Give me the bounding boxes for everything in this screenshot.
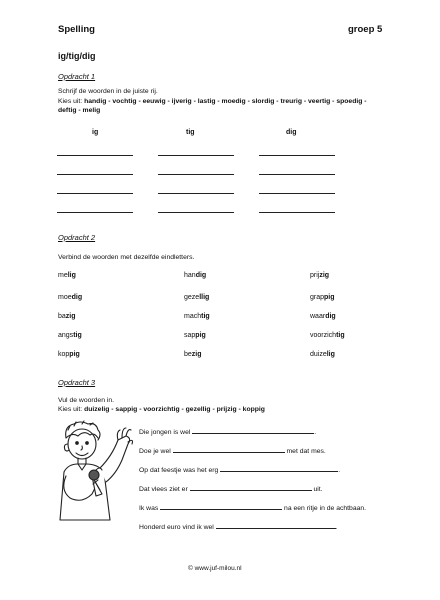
answer-line[interactable] xyxy=(158,193,234,194)
sentence-end: . xyxy=(335,524,338,531)
word-stem: kop xyxy=(58,351,70,358)
opdracht-3-label: Opdracht 3 xyxy=(58,378,96,387)
word-item[interactable] xyxy=(184,351,202,358)
word-item[interactable] xyxy=(184,294,209,301)
word-ending: lig xyxy=(326,351,335,358)
opdracht-1-wordlist xyxy=(58,97,367,106)
answer-blank[interactable] xyxy=(160,502,282,510)
word-stem: grap xyxy=(310,294,325,301)
word-ending: dig xyxy=(325,313,336,320)
word-item[interactable] xyxy=(58,351,80,358)
sentence-start: Die jongen is wel xyxy=(139,429,191,436)
word-stem: geze xyxy=(184,294,200,301)
sentence-end: . xyxy=(338,467,341,474)
sentence-start: Op dat feestje was het erg xyxy=(139,467,219,474)
word-ending: zig xyxy=(191,351,202,358)
grade-label: groep 5 xyxy=(348,24,383,35)
word-item[interactable] xyxy=(58,313,76,320)
word-ending: pig xyxy=(195,332,206,339)
word-ending: tig xyxy=(336,332,345,339)
word-ending: zig xyxy=(319,272,330,279)
fill-in-sentence xyxy=(139,445,326,455)
kies-uit-label: Kies uit: xyxy=(58,98,85,105)
sentence-end: na een ritje in de achtbaan. xyxy=(284,505,367,512)
word-ending: lig xyxy=(67,272,76,279)
answer-line[interactable] xyxy=(158,155,234,156)
sentence-end: met dat mes. xyxy=(286,448,326,455)
kies-uit-label: Kies uit: xyxy=(58,406,85,413)
answer-blank[interactable] xyxy=(173,445,285,453)
answer-line[interactable] xyxy=(57,174,133,175)
answer-line[interactable] xyxy=(57,155,133,156)
opdracht-3-instruction: Vul de woorden in. xyxy=(58,397,115,404)
answer-line[interactable] xyxy=(259,212,335,213)
word-ending: llig xyxy=(199,294,210,301)
sentence-start: Dat vlees ziet er xyxy=(139,486,188,493)
sentence-end: uit. xyxy=(313,486,323,493)
word-ending: dig xyxy=(195,272,207,279)
column-header-dig: dig xyxy=(286,129,297,136)
sentence-start: Ik was xyxy=(139,505,159,512)
word-ending: tig xyxy=(201,313,210,320)
opdracht-2-label: Opdracht 2 xyxy=(58,233,96,242)
word-stem: mach xyxy=(184,313,202,320)
word-item[interactable] xyxy=(310,294,335,301)
wordlist: duizelig - sappig - voorzichtig - gezellig - prijzig - koppig xyxy=(84,406,265,413)
sentence-start: Honderd euro vind ik wel xyxy=(139,524,214,531)
answer-blank[interactable] xyxy=(190,483,312,491)
column-header-ig: ig xyxy=(92,129,99,136)
word-item[interactable] xyxy=(184,272,206,279)
answer-line[interactable] xyxy=(259,155,335,156)
word-stem: sap xyxy=(184,332,196,339)
fill-in-sentence xyxy=(139,464,340,474)
word-stem: waar xyxy=(310,313,326,320)
wordlist-line-1: handig - vochtig - eeuwig - ijverig - lastig - moedig - slordig - treurig - veertig - spoedig - xyxy=(84,98,367,105)
answer-line[interactable] xyxy=(57,193,133,194)
answer-blank[interactable] xyxy=(192,426,317,436)
answer-blank[interactable] xyxy=(216,521,336,529)
word-ending: zig xyxy=(65,313,76,320)
word-stem: voorzich xyxy=(310,332,337,339)
opdracht-1-instruction: Schrijf de woorden in de juiste rij. xyxy=(58,88,158,95)
sentence-end: . xyxy=(314,429,317,436)
fill-in-sentence xyxy=(139,521,338,531)
fill-in-sentence xyxy=(139,483,323,493)
word-item[interactable] xyxy=(310,272,329,279)
answer-blank[interactable] xyxy=(220,464,341,474)
opdracht-3-wordlist xyxy=(58,405,265,414)
word-ending: dig xyxy=(71,294,83,301)
word-item[interactable] xyxy=(58,272,76,279)
word-item[interactable] xyxy=(310,313,336,320)
word-ending: tig xyxy=(73,332,82,339)
word-stem: ba xyxy=(58,313,66,320)
opdracht-2-instruction: Verbind de woorden met dezelfde eindletters. xyxy=(58,254,195,261)
word-stem: moe xyxy=(58,294,72,301)
answer-line[interactable] xyxy=(259,174,335,175)
topic-subtitle: ig/tig/dig xyxy=(58,51,96,61)
word-stem: han xyxy=(184,272,196,279)
page-title: Spelling xyxy=(58,24,95,35)
word-stem: prij xyxy=(310,272,320,279)
column-header-tig: tig xyxy=(186,129,195,136)
opdracht-1-label: Opdracht 1 xyxy=(58,72,96,81)
boy-illustration xyxy=(56,420,136,530)
word-item[interactable] xyxy=(58,332,82,339)
fill-in-sentence xyxy=(139,502,366,512)
word-stem: angs xyxy=(58,332,74,339)
answer-line[interactable] xyxy=(57,212,133,213)
word-item[interactable] xyxy=(310,351,335,358)
answer-line[interactable] xyxy=(259,193,335,194)
word-item[interactable] xyxy=(310,332,345,339)
answer-line[interactable] xyxy=(158,174,234,175)
word-ending: pig xyxy=(69,351,80,358)
answer-line[interactable] xyxy=(158,212,234,213)
wordlist-line-2: deftig - melig xyxy=(58,107,101,114)
word-item[interactable] xyxy=(184,332,206,339)
word-stem: be xyxy=(184,351,192,358)
word-ending: pig xyxy=(324,294,335,301)
word-item[interactable] xyxy=(58,294,82,301)
fill-in-sentence xyxy=(139,426,316,436)
word-stem: me xyxy=(58,272,68,279)
footer-copyright: © www.juf-milou.nl xyxy=(188,565,242,572)
word-stem: duize xyxy=(310,351,327,358)
word-item[interactable] xyxy=(184,313,210,320)
sentence-start: Doe je wel xyxy=(139,448,171,455)
